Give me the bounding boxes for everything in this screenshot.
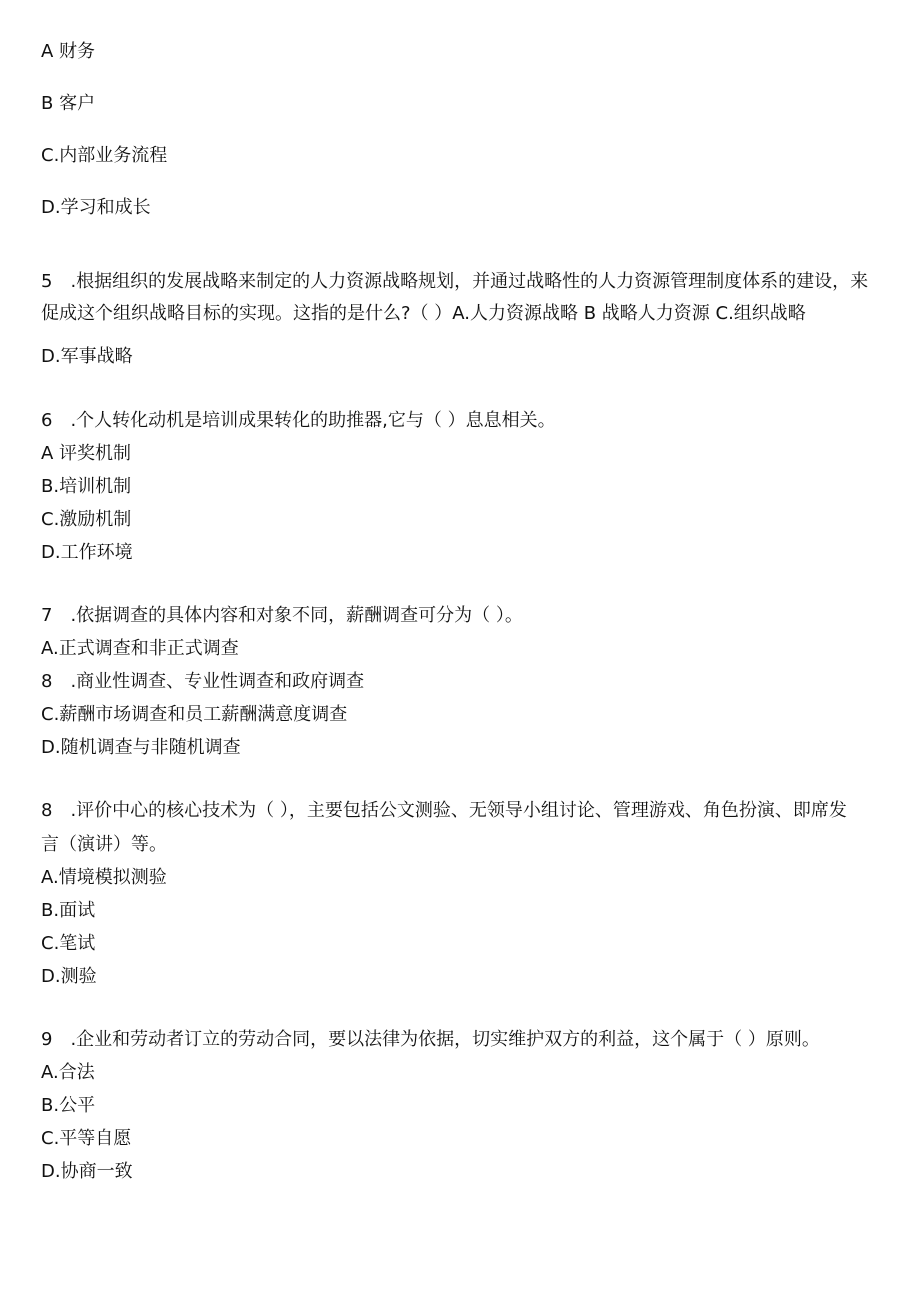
q6-option-c: C.激励机制 [41, 509, 132, 530]
q6-option-b: B.培训机制 [41, 476, 132, 497]
q8-option-b: B.面试 [41, 900, 96, 921]
q8-option-a: A.情境模拟测验 [41, 867, 167, 888]
q4-option-b: B 客户 [41, 93, 96, 114]
q4-option-d: D.学习和成长 [41, 197, 151, 218]
q8-stem-line1: 8 .评价中心的核心技术为（ ），主要包括公文测验、无领导小组讨论、管理游戏、角色扮演、即席发 [41, 800, 847, 821]
q7-option-a: A.正式调查和非正式调查 [41, 638, 239, 659]
q9-option-b: B.公平 [41, 1095, 96, 1116]
q6-stem: 6 .个人转化动机是培训成果转化的助推器,它与（ ）息息相关。 [41, 410, 556, 431]
q7-stem: 7 .依据调查的具体内容和对象不同，薪酬调查可分为（ ）。 [41, 605, 523, 626]
q7-option-c: C.薪酬市场调查和员工薪酬满意度调查 [41, 704, 348, 725]
q4-option-a: A 财务 [41, 41, 96, 62]
q7-option-b: 8 .商业性调查、专业性调查和政府调查 [41, 671, 365, 692]
q5-option-d: D.军事战略 [41, 346, 133, 367]
q9-stem: 9 .企业和劳动者订立的劳动合同，要以法律为依据，切实维护双方的利益，这个属于（ ）原则。 [41, 1029, 820, 1050]
q8-option-d: D.测验 [41, 966, 97, 987]
q5-stem-line2: 促成这个组织战略目标的实现。这指的是什么?（ ）A.人力资源战略 B 战略人力资源 C.组织战略 [41, 303, 806, 324]
q7-option-d: D.随机调查与非随机调查 [41, 737, 241, 758]
q8-stem-line2: 言（演讲）等。 [41, 834, 167, 855]
q9-option-d: D.协商一致 [41, 1161, 133, 1182]
q6-option-a: A 评奖机制 [41, 443, 132, 464]
q9-option-a: A.合法 [41, 1062, 95, 1083]
q9-option-c: C.平等自愿 [41, 1128, 132, 1149]
q4-option-c: C.内部业务流程 [41, 145, 168, 166]
q5-stem-line1: 5 .根据组织的发展战略来制定的人力资源战略规划，并通过战略性的人力资源管理制度体系的建设，来 [41, 271, 869, 292]
q6-option-d: D.工作环境 [41, 542, 133, 563]
q8-option-c: C.笔试 [41, 933, 96, 954]
